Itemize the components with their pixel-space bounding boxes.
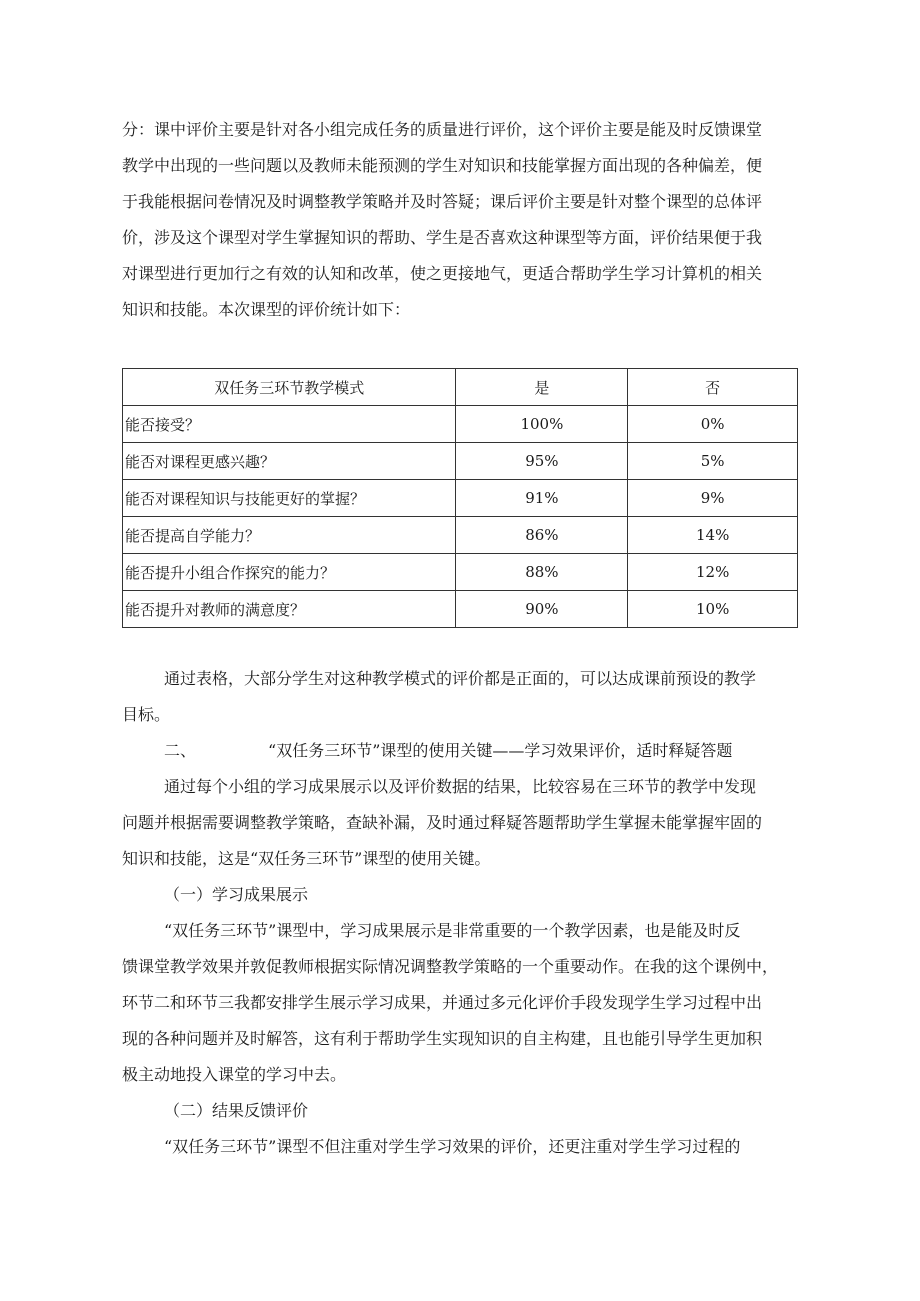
section-2-line-1: 通过每个小组的学习成果展示以及评价数据的结果，比较容易在三环节的教学中发现 [164,777,757,796]
section-2-body [122,769,798,877]
section-2-number: 二、 [164,741,197,760]
table-header-row [123,369,798,406]
row-yes: 91% [456,480,628,517]
summary-line-1: 通过表格，大部分学生对这种教学模式的评价都是正面的，可以达成课前预设的教学 [164,669,757,688]
intro-line-3: 于我能根据问卷情况及时调整教学策略并及时答疑；课后评价主要是针对整个课型的总体评 [122,192,763,211]
subsection-2-heading [122,1093,798,1129]
subsection-2-line-1: “双任务三环节”课型不但注重对学生学习效果的评价，还更注重对学生学习过程的 [164,1137,741,1156]
subsection-2-title: （二）结果反馈评价 [164,1101,309,1120]
subsection-1-line-1: “双任务三环节”课型中，学习成果展示是非常重要的一个教学因素，也是能及时反 [164,921,741,940]
row-no: 14% [628,517,798,554]
row-question: 能否提高自学能力？ [123,517,456,554]
table-row [123,554,798,591]
subsection-1-title: （一）学习成果展示 [164,885,309,904]
subsection-1-line-5: 极主动地投入课堂的学习中去。 [122,1065,347,1084]
table-row [123,406,798,443]
row-no: 5% [628,443,798,480]
row-question: 能否对课程知识与技能更好的掌握？ [123,480,456,517]
summary-line-2: 目标。 [122,705,171,724]
section-2-line-3: 知识和技能，这是“双任务三环节”课型的使用关键。 [122,849,491,868]
subsection-1-heading [122,877,798,913]
header-no: 否 [628,369,798,406]
row-yes: 86% [456,517,628,554]
subsection-1-line-3: 环节二和环节三我都安排学生展示学习成果，并通过多元化评价手段发现学生学习过程中出 [122,993,763,1012]
subsection-1-line-4: 现的各种问题并及时解答，这有利于帮助学生实现知识的自主构建，且也能引导学生更加积 [122,1029,763,1048]
row-yes: 88% [456,554,628,591]
subsection-2-body [122,1129,798,1165]
section-2-title: “双任务三环节”课型的使用关键——学习效果评价，适时释疑答题 [268,741,733,760]
row-no: 12% [628,554,798,591]
table-row [123,480,798,517]
table-row [123,517,798,554]
row-question: 能否接受？ [123,406,456,443]
row-yes: 90% [456,591,628,628]
summary-paragraph [122,661,798,733]
table-row [123,591,798,628]
header-mode: 双任务三环节教学模式 [123,369,456,406]
intro-paragraph [122,112,798,328]
header-yes: 是 [456,369,628,406]
row-yes: 100% [456,406,628,443]
section-2-heading [122,733,798,769]
intro-line-2: 教学中出现的一些问题以及教师未能预测的学生对知识和技能掌握方面出现的各种偏差，便 [122,156,763,175]
subsection-1-line-2: 馈课堂教学效果并敦促教师根据实际情况调整教学策略的一个重要动作。在我的这个课例中， [122,957,779,976]
intro-line-5: 对课型进行更加行之有效的认知和改革，使之更接地气，更适合帮助学生学习计算机的相关 [122,264,763,283]
intro-line-1: 分：课中评价主要是针对各小组完成任务的质量进行评价，这个评价主要是能及时反馈课堂 [122,120,763,139]
row-question: 能否对课程更感兴趣？ [123,443,456,480]
intro-line-6: 知识和技能。本次课型的评价统计如下： [122,300,411,319]
row-no: 9% [628,480,798,517]
row-question: 能否提升对教师的满意度？ [123,591,456,628]
row-question: 能否提升小组合作探究的能力？ [123,554,456,591]
row-yes: 95% [456,443,628,480]
intro-line-4: 价，涉及这个课型对学生掌握知识的帮助、学生是否喜欢这种课型等方面，评价结果便于我 [122,228,763,247]
table-row [123,443,798,480]
row-no: 10% [628,591,798,628]
row-no: 0% [628,406,798,443]
evaluation-table [122,368,798,628]
section-2-line-2: 问题并根据需要调整教学策略，查缺补漏，及时通过释疑答题帮助学生掌握未能掌握牢固的 [122,813,763,832]
subsection-1-body [122,913,798,1093]
